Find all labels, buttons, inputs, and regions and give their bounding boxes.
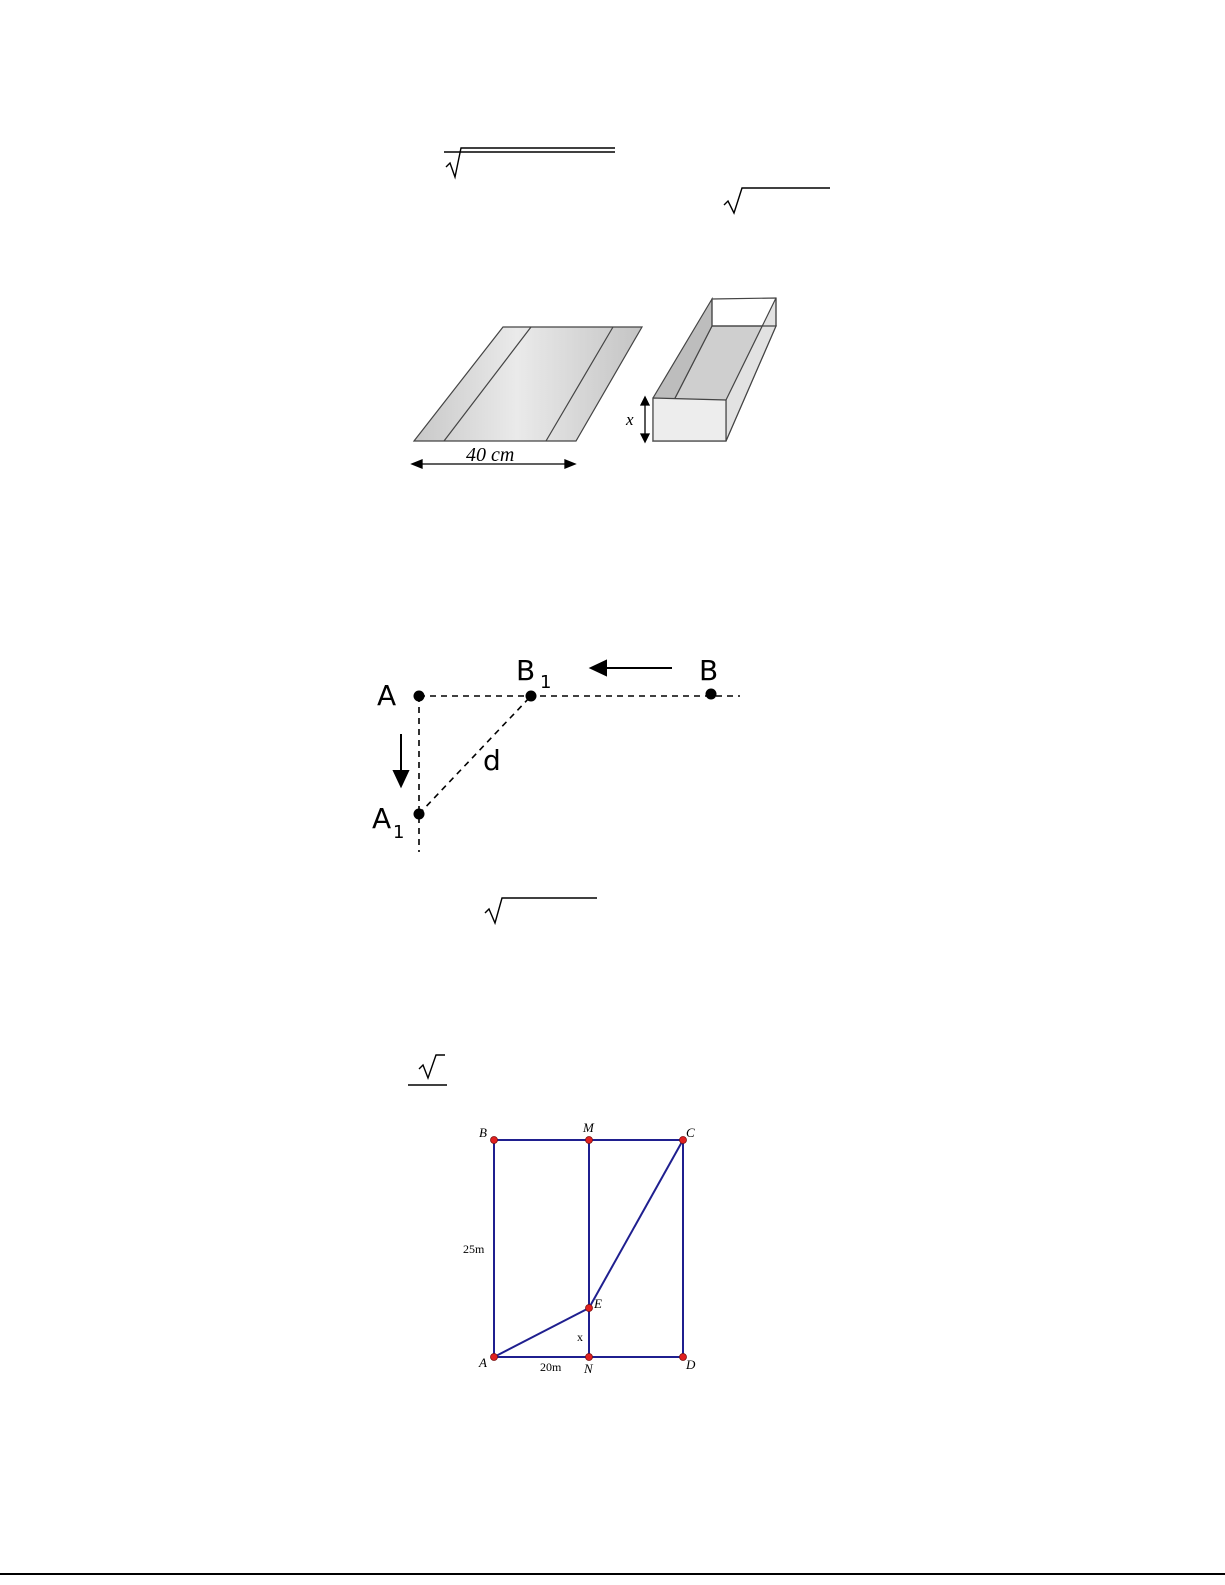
base-length-label: 20m <box>540 1360 562 1374</box>
label-a1-subscript: 1 <box>393 822 405 843</box>
label-vertex-c: C <box>686 1125 695 1140</box>
label-b1: B <box>516 654 536 687</box>
label-vertex-b: B <box>479 1125 487 1140</box>
label-b: B <box>699 654 719 687</box>
label-vertex-m: M <box>583 1120 594 1135</box>
vertex-m-point <box>586 1137 593 1144</box>
label-b1-subscript: 1 <box>540 672 552 693</box>
vertex-n-point <box>586 1354 593 1361</box>
label-vertex-a: A <box>479 1355 487 1370</box>
label-a1: A <box>372 802 392 835</box>
vertex-e-point <box>586 1305 593 1312</box>
label-vertex-n: N <box>584 1361 593 1376</box>
rectangle-lines <box>494 1140 683 1357</box>
vertex-a-point <box>491 1354 498 1361</box>
label-vertex-e: E <box>594 1296 602 1311</box>
distance-label: d <box>483 744 501 777</box>
vertex-b-point <box>491 1137 498 1144</box>
label-a: A <box>377 679 397 712</box>
footer-rule <box>0 1573 1225 1575</box>
segment-x-label: x <box>577 1330 583 1344</box>
height-label: x <box>626 410 634 429</box>
width-label: 40 cm <box>466 444 515 466</box>
label-vertex-d: D <box>686 1357 696 1372</box>
side-length-label: 25m <box>463 1242 485 1256</box>
